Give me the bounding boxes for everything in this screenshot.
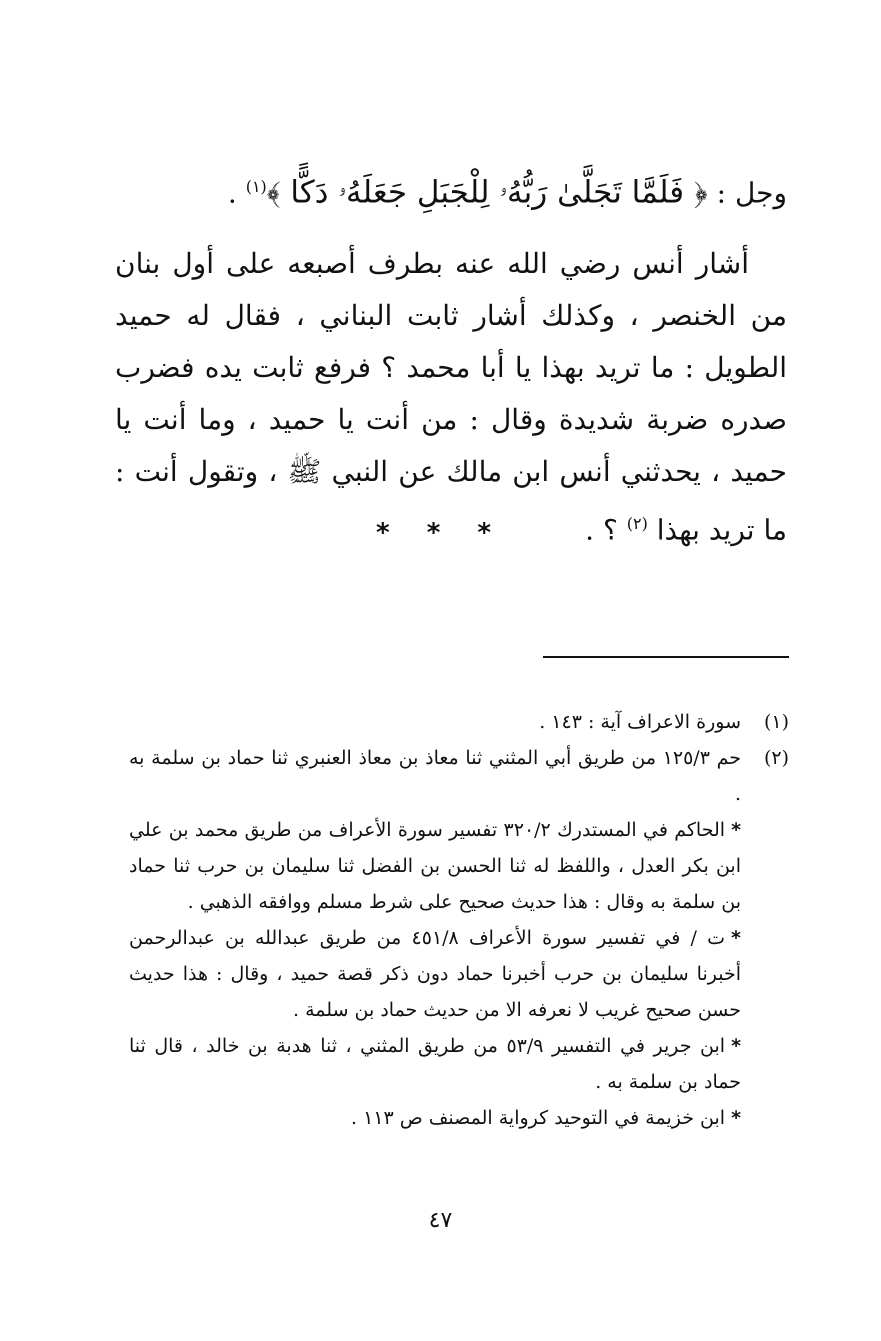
body-paragraph: [115, 238, 787, 556]
page-number: ٤٧: [428, 1208, 453, 1233]
footnote-number: (٢): [763, 747, 789, 769]
footnote-1: [129, 704, 789, 740]
source-text: ابن خزيمة في التوحيد كرواية المصنف ص ١١٣ .: [351, 1107, 726, 1129]
footnote-ref-1[interactable]: (١): [245, 177, 267, 196]
bullet-star: *: [731, 1035, 742, 1057]
source-text: الحاكم في المستدرك ٣٢٠/٢ تفسير سورة الأعراف من طريق محمد بن علي ابن بكر العدل ، واللفظ له ثنا الحسن بن الفضل ثنا سليمان بن حرب ثنا حماد بن سلمة به وقال : هذا حديث صحيح على شرط مسلم ووافقه الذهبي .: [129, 819, 741, 913]
verse-end: .: [227, 176, 237, 210]
footnote-source-item: [129, 1028, 741, 1100]
source-text: ت / في تفسير سورة الأعراف ٤٥١/٨ من طريق عبدالله بن عبدالرحمن أخبرنا سليمان بن حرب أخبرنا حماد دون ذكر قصة حميد ، وقال : هذا حديث حسن صحيح غريب لا نعرفه الا من حديث حماد بن سلمة .: [129, 927, 741, 1021]
footnote-number: (١): [763, 711, 789, 733]
footnote-ref-2[interactable]: (٢): [626, 514, 648, 533]
paragraph-end: ؟ .: [585, 513, 618, 547]
verse-line: [115, 160, 787, 220]
footnotes: [129, 704, 789, 1136]
quran-verse: ﴿ فَلَمَّا تَجَلَّىٰ رَبُّهُۥ لِلْجَبَلِ جَعَلَهُۥ دَكًّا ﴾: [266, 174, 708, 211]
footnote-divider: [543, 656, 789, 658]
bullet-star: *: [731, 819, 741, 841]
source-text: ابن جرير في التفسير ٥٣/٩ من طريق المثني ، ثنا هدبة بن خالد ، قال ثنا حماد بن سلمة به .: [129, 1035, 741, 1093]
section-separator: * * *: [376, 518, 505, 548]
footnote-source-item: [129, 812, 741, 920]
footnote-source-item: [129, 1100, 741, 1136]
bullet-star: *: [731, 927, 741, 949]
footnote-text: حم ١٢٥/٣ من طريق أبي المثني ثنا معاذ بن معاذ العنبري ثنا حماد بن سلمة به .: [129, 747, 741, 805]
footnote-2: [129, 740, 789, 1136]
footnote-source-item: [129, 920, 741, 1028]
paragraph-text: أشار أنس رضي الله عنه بطرف أصبعه على أول بنان من الخنصر ، وكذلك أشار ثابت البناني ، فقال له حميد الطويل : ما تريد بهذا يا أبا محمد ؟ فرفع ثابت يده فضرب صدره ضربة شديدة وقال : من أنت يا حميد ، وما أنت يا حميد ، يحدثني أنس ابن مالك عن النبي ﷺ ، وتقول أنت : ما تريد بهذا: [115, 247, 787, 547]
footnote-text: سورة الاعراف آية : ١٤٣ .: [539, 711, 741, 733]
bullet-star: *: [731, 1107, 741, 1129]
verse-prefix: وجل :: [716, 176, 787, 210]
